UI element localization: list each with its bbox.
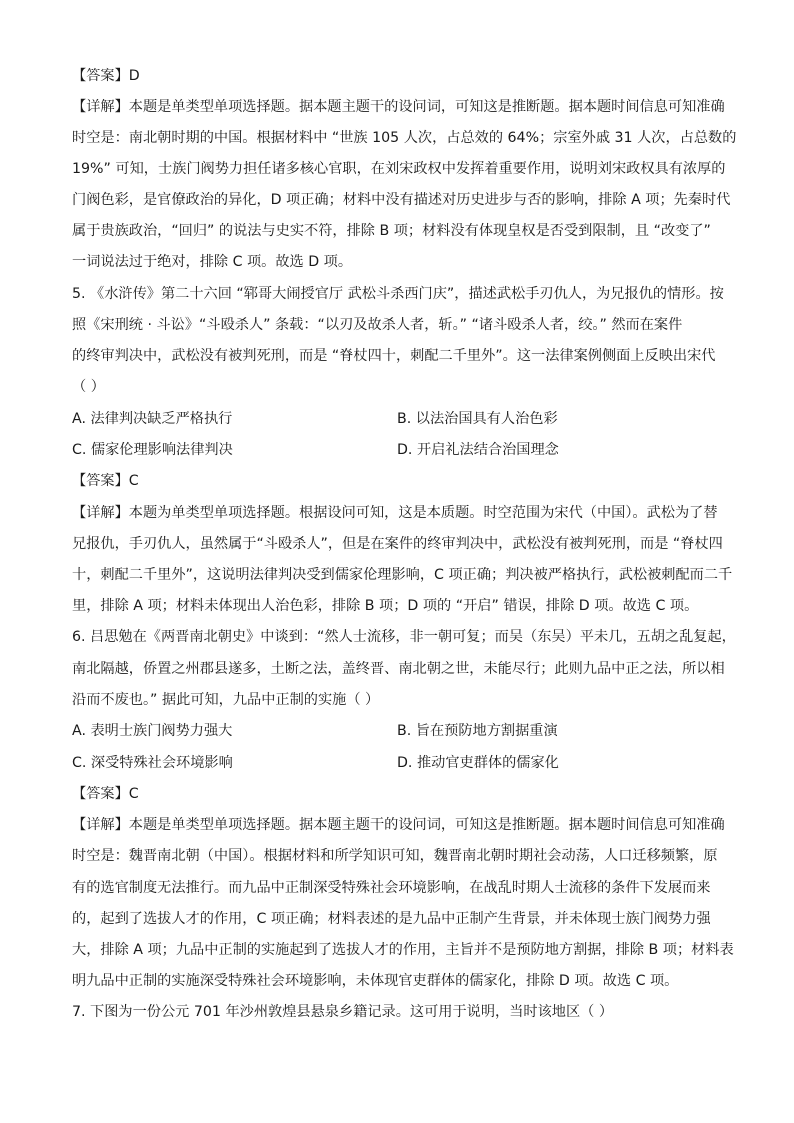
- q6-option-b: B. 旨在预防地方割据重演: [397, 723, 558, 739]
- q6-option-a: A. 表明士族门阀势力强大: [72, 723, 233, 739]
- question-5-stem: 的终审判决中，武松没有被判死刑，而是 “脊杖四十，刺配二千里外”。这一法律案例侧面上反映出宋代: [72, 348, 716, 364]
- explanation-line: 门阀色彩，是官僚政治的异化，D 项正确；材料中没有描述对历史进步与否的影响，排除 A 项；先秦时代: [72, 192, 731, 208]
- explanation-line: 有的选官制度无法推行。而九品中正制深受特殊社会环境影响，在战乱时期人士流移的条件下发展而来: [72, 880, 711, 896]
- q5-option-a: A. 法律判决缺乏严格执行: [72, 411, 233, 427]
- explanation-line: 【详解】本题为单类型单项选择题。根据设问可知，这是本质题。时空范围为宋代（中国）。武松为了替: [72, 505, 718, 521]
- explanation-line: 时空是：南北朝时期的中国。根据材料中 “世族 105 人次，占总效的 64%；宗室外戚 31 人次，占总数的: [72, 130, 737, 146]
- explanation-line: 明九品中正制的实施深受特殊社会环境影响，未体现官吏群体的儒家化，排除 D 项。故选 C 项。: [72, 973, 679, 989]
- q6-option-d: D. 推动官吏群体的儒家化: [397, 755, 559, 771]
- explanation-line: 时空是：魏晋南北朝（中国）。根据材料和所学知识可知，魏晋南北朝时期社会动荡，人口迁移频繁，原: [72, 848, 718, 864]
- question-5-stem: 5. 《水浒传》第二十六回 “郓哥大闹授官厅 武松斗杀西门庆”，描述武松手刃仇人，为兄报仇的情形。按: [72, 286, 724, 302]
- q6-option-c: C. 深受特殊社会环境影响: [72, 755, 233, 771]
- q5-option-c: C. 儒家伦理影响法律判决: [72, 442, 233, 458]
- question-5-blank: （ ）: [72, 379, 105, 395]
- explanation-line: 属于贵族政治，“回归” 的说法与史实不符，排除 B 项；材料没有体现皇权是否受到限制，且 “改变了”: [72, 223, 711, 239]
- q5-option-b: B. 以法治国具有人治色彩: [397, 411, 558, 427]
- explanation-line: 一词说法过于绝对，排除 C 项。故选 D 项。: [72, 254, 353, 270]
- explanation-line: 十，刺配二千里外”，这说明法律判决受到儒家伦理影响，C 项正确；判决被严格执行，武松被刺配而二千: [72, 567, 733, 583]
- question-6-stem: 6. 吕思勉在《两晋南北朝史》中谈到：“然人士流移，非一朝可复；而吴（东吴）平未几，五胡之乱复起，: [72, 629, 736, 645]
- explanation-line: 兄报仇，手刃仇人，虽然属于“斗殴杀人”，但是在案件的终审判决中，武松没有被判死刑，而是 “脊杖四: [72, 536, 723, 552]
- question-5-stem: 照《宋刑统 · 斗讼》“斗殴杀人” 条载：“以刃及故杀人者，斩。” “诸斗殴杀人者，绞。” 然而在案件: [72, 317, 683, 333]
- answer-label: 【答案】C: [72, 786, 139, 802]
- answer-label: 【答案】C: [72, 473, 139, 489]
- explanation-line: 【详解】本题是单类型单项选择题。据本题主题干的设问词，可知这是推断题。据本题时间信息可知准确: [72, 99, 725, 115]
- explanation-line: 的，起到了选拔人才的作用，C 项正确；材料表述的是九品中正制产生背景，并未体现士族门阀势力强: [72, 911, 711, 927]
- q5-option-d: D. 开启礼法结合治国理念: [397, 442, 559, 458]
- explanation-line: 【详解】本题是单类型单项选择题。据本题主题干的设问词，可知这是推断题。据本题时间信息可知准确: [72, 817, 725, 833]
- explanation-line: 里，排除 A 项；材料未体现出人治色彩，排除 B 项；D 项的 “开启” 错误，排除 D 项。故选 C 项。: [72, 598, 699, 614]
- question-6-stem: 南北隔越，侨置之州郡县遂多，土断之法，盖终晋、南北朝之世，未能尽行；此则九品中正之法，所以相: [72, 661, 725, 677]
- question-6-stem: 沿而不废也。” 据此可知，九品中正制的实施（ ）: [72, 692, 380, 708]
- explanation-line: 大，排除 A 项；九品中正制的实施起到了选拔人才的作用，主旨并不是预防地方割据，排除 B 项；材料表: [72, 942, 734, 958]
- answer-label: 【答案】D: [72, 68, 140, 84]
- question-7-stem: 7. 下图为一份公元 701 年沙州敦煌县悬泉乡籍记录。这可用于说明，当时该地区（ ）: [72, 1004, 614, 1020]
- explanation-line: 19%” 可知，士族门阀势力担任诸多核心官职，在刘宋政权中发挥着重要作用，说明刘宋政权具有浓厚的: [72, 161, 726, 177]
